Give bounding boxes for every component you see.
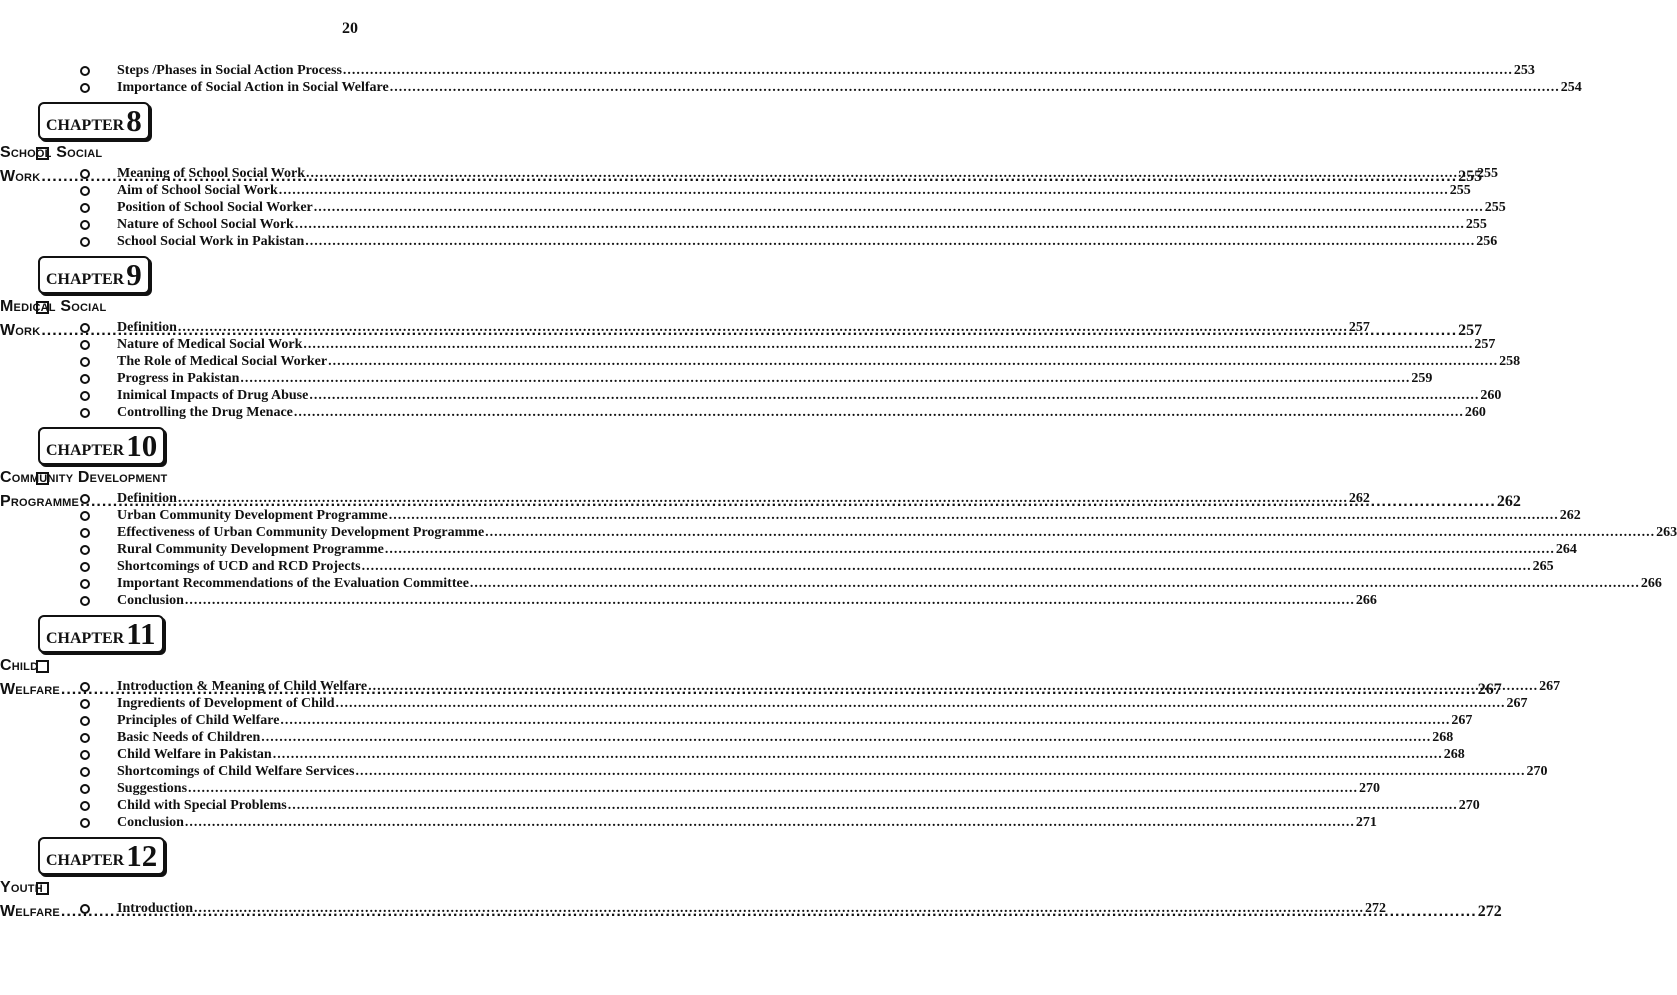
- dot-leader: [193, 900, 1365, 917]
- chapter-9-badge-row: [0, 250, 700, 295]
- entry-title: Introduction & Meaning of Child Welfare: [117, 679, 368, 694]
- toc-entry[interactable]: [0, 763, 1548, 780]
- chapter-number: 10: [126, 428, 158, 463]
- entry-page: 263: [1656, 525, 1677, 540]
- circle-bullet-icon: [80, 699, 90, 709]
- circle-bullet-icon: [80, 716, 90, 726]
- entry-page: 266: [1355, 593, 1377, 608]
- circle-bullet-icon: [80, 237, 90, 247]
- toc-entry[interactable]: [0, 592, 1377, 609]
- entry-title: Child with Special Problems: [117, 798, 287, 813]
- chapter-number: 12: [126, 838, 158, 873]
- toc-entry[interactable]: [0, 797, 1480, 814]
- chapter-page: 262: [1496, 493, 1521, 510]
- entry-page: 254: [1560, 80, 1582, 95]
- entry-title: Effectiveness of Urban Community Development Programme: [117, 525, 485, 540]
- toc-entry[interactable]: [0, 62, 1535, 79]
- toc-entry[interactable]: [0, 370, 1433, 387]
- entry-title: Aim of School Social Work: [117, 183, 278, 198]
- chapter-badge: [38, 615, 164, 653]
- chapter-title: Medical Social Work: [0, 298, 107, 339]
- toc-entry[interactable]: [0, 79, 1582, 96]
- circle-bullet-icon: [80, 750, 90, 760]
- entry-page: 267: [1451, 713, 1473, 728]
- entry-page: 260: [1480, 388, 1502, 403]
- entry-title: Position of School Social Worker: [117, 200, 313, 215]
- circle-bullet-icon: [80, 494, 90, 504]
- dot-leader: [239, 370, 1411, 387]
- circle-bullet-icon: [80, 357, 90, 367]
- chapter-label: CHAPTER: [46, 852, 125, 869]
- dot-leader: [308, 387, 1480, 404]
- entry-page: 265: [1532, 559, 1554, 574]
- toc-entry[interactable]: [0, 490, 1370, 507]
- chapter-number: 11: [126, 616, 156, 651]
- chapter-title: Community Development Programme: [0, 469, 168, 510]
- chapter-label: CHAPTER: [46, 117, 125, 134]
- dot-leader: [335, 695, 1507, 712]
- dot-leader: [327, 353, 1499, 370]
- circle-bullet-icon: [80, 203, 90, 213]
- entry-page: 267: [1539, 679, 1561, 694]
- entry-page: 271: [1355, 815, 1377, 830]
- toc-entry[interactable]: [0, 575, 1662, 592]
- chapter-label: CHAPTER: [46, 630, 125, 647]
- chapter-10-badge-row: [0, 421, 700, 466]
- table-of-contents: [0, 62, 1677, 920]
- entry-title: Shortcomings of Child Welfare Services: [117, 764, 355, 779]
- entry-page: 264: [1555, 542, 1577, 557]
- circle-bullet-icon: [80, 818, 90, 828]
- toc-entry[interactable]: [0, 199, 1506, 216]
- entry-page: 272: [1364, 901, 1386, 916]
- circle-bullet-icon: [80, 340, 90, 350]
- dot-leader: [293, 404, 1465, 421]
- square-bullet-icon: [36, 301, 49, 314]
- entry-page: 253: [1513, 63, 1535, 78]
- dot-leader: [302, 336, 1474, 353]
- entry-title: Suggestions: [117, 781, 188, 796]
- chapter-page: 255: [1458, 168, 1483, 185]
- circle-bullet-icon: [80, 83, 90, 93]
- toc-entry[interactable]: [0, 678, 1561, 695]
- dot-leader: [384, 541, 1556, 558]
- circle-bullet-icon: [80, 528, 90, 538]
- toc-entry[interactable]: [0, 541, 1577, 558]
- entry-page: 266: [1640, 576, 1662, 591]
- dot-leader: [278, 182, 1450, 199]
- circle-bullet-icon: [80, 733, 90, 743]
- circle-bullet-icon: [80, 374, 90, 384]
- entry-page: 270: [1359, 781, 1381, 796]
- circle-bullet-icon: [80, 511, 90, 521]
- toc-entry[interactable]: [0, 319, 1370, 336]
- entry-title: Introduction: [117, 901, 193, 916]
- circle-bullet-icon: [80, 408, 90, 418]
- toc-entry[interactable]: [0, 165, 1498, 182]
- toc-entry[interactable]: [0, 353, 1521, 370]
- circle-bullet-icon: [80, 169, 90, 179]
- chapter-number: 9: [126, 257, 142, 292]
- dot-leader: [469, 575, 1641, 592]
- chapter-12-badge-row: [0, 831, 700, 876]
- circle-bullet-icon: [80, 579, 90, 589]
- entry-title: Nature of School Social Work: [117, 217, 294, 232]
- entry-page: 268: [1432, 730, 1454, 745]
- circle-bullet-icon: [80, 220, 90, 230]
- entry-title: Inimical Impacts of Drug Abuse: [117, 388, 309, 403]
- entry-page: 262: [1348, 491, 1370, 506]
- toc-entry[interactable]: [0, 712, 1473, 729]
- toc-entry[interactable]: [0, 814, 1377, 831]
- dot-leader: [361, 558, 1533, 575]
- toc-entry[interactable]: [0, 780, 1381, 797]
- dot-leader: [279, 712, 1451, 729]
- entry-title: Principles of Child Welfare: [117, 713, 280, 728]
- circle-bullet-icon: [80, 784, 90, 794]
- dot-leader: [342, 62, 1514, 79]
- entry-title: Ingredients of Development of Child: [117, 696, 335, 711]
- square-bullet-icon: [36, 472, 49, 485]
- entry-title: Controlling the Drug Menace: [117, 405, 293, 420]
- circle-bullet-icon: [80, 682, 90, 692]
- chapter-badge: [38, 427, 165, 465]
- circle-bullet-icon: [80, 323, 90, 333]
- entry-title: Child Welfare in Pakistan: [117, 747, 272, 762]
- entry-page: 257: [1474, 337, 1496, 352]
- dot-leader: [354, 763, 1526, 780]
- toc-entry[interactable]: [0, 216, 1487, 233]
- toc-entry[interactable]: [0, 524, 1677, 541]
- entry-page: 255: [1449, 183, 1471, 198]
- circle-bullet-icon: [80, 767, 90, 777]
- entry-title: Definition: [117, 320, 177, 335]
- entry-title: Conclusion: [117, 593, 184, 608]
- dot-leader: [484, 524, 1656, 541]
- entry-title: Importance of Social Action in Social Welfare: [117, 80, 389, 95]
- entry-title: Important Recommendations of the Evaluation Committee: [117, 576, 469, 591]
- toc-entry[interactable]: [0, 387, 1502, 404]
- entry-page: 270: [1458, 798, 1480, 813]
- entry-page: 268: [1443, 747, 1465, 762]
- entry-page: 270: [1526, 764, 1548, 779]
- dot-leader: [304, 233, 1476, 250]
- page-number: 20: [342, 20, 358, 37]
- entry-title: Conclusion: [117, 815, 184, 830]
- dot-leader: [287, 797, 1459, 814]
- circle-bullet-icon: [80, 562, 90, 572]
- entry-title: Steps /Phases in Social Action Process: [117, 63, 342, 78]
- chapter-badge: [38, 102, 150, 140]
- toc-entry[interactable]: [0, 729, 1454, 746]
- toc-entry[interactable]: [0, 900, 1386, 917]
- chapter-11-badge-row: [0, 609, 700, 654]
- circle-bullet-icon: [80, 904, 90, 914]
- dot-leader: [272, 746, 1444, 763]
- entry-page: 255: [1476, 166, 1498, 181]
- toc-entry[interactable]: [0, 746, 1465, 763]
- circle-bullet-icon: [80, 186, 90, 196]
- chapter-page: 267: [1477, 681, 1502, 698]
- dot-leader: [294, 216, 1466, 233]
- entry-page: 255: [1465, 217, 1487, 232]
- chapter-8-badge-row: [0, 96, 700, 141]
- chapter-badge: [38, 256, 150, 294]
- circle-bullet-icon: [80, 545, 90, 555]
- chapter-title: School Social Work: [0, 144, 103, 185]
- chapter-page: 272: [1477, 903, 1502, 920]
- chapter-number: 8: [126, 103, 142, 138]
- dot-leader: [367, 678, 1539, 695]
- dot-leader: [389, 79, 1561, 96]
- chapter-label: CHAPTER: [46, 442, 125, 459]
- dot-leader: [184, 592, 1356, 609]
- dot-leader: [184, 814, 1356, 831]
- entry-page: 262: [1559, 508, 1581, 523]
- toc-entry[interactable]: [0, 695, 1528, 712]
- chapter-page: 257: [1458, 322, 1483, 339]
- entry-title: Basic Needs of Children: [117, 730, 261, 745]
- entry-page: 256: [1476, 234, 1498, 249]
- entry-page: 259: [1411, 371, 1433, 386]
- square-bullet-icon: [36, 882, 49, 895]
- dot-leader: [313, 199, 1485, 216]
- entry-title: Nature of Medical Social Work: [117, 337, 303, 352]
- square-bullet-icon: [36, 660, 49, 673]
- chapter-title: Youth Welfare: [0, 879, 60, 920]
- entry-title: The Role of Medical Social Worker: [117, 354, 328, 369]
- toc-entry[interactable]: [0, 233, 1498, 250]
- entry-title: Shortcomings of UCD and RCD Projects: [117, 559, 361, 574]
- circle-bullet-icon: [80, 66, 90, 76]
- chapter-label: CHAPTER: [46, 271, 125, 288]
- circle-bullet-icon: [80, 596, 90, 606]
- entry-page: 257: [1348, 320, 1370, 335]
- entry-page: 267: [1506, 696, 1528, 711]
- chapter-badge: [38, 837, 165, 875]
- dot-leader: [187, 780, 1359, 797]
- toc-entry[interactable]: [0, 507, 1581, 524]
- entry-title: School Social Work in Pakistan: [117, 234, 305, 249]
- entry-page: 258: [1499, 354, 1521, 369]
- toc-entry[interactable]: [0, 182, 1471, 199]
- dot-leader: [177, 319, 1349, 336]
- entry-title: Urban Community Development Programme: [117, 508, 388, 523]
- toc-entry[interactable]: [0, 336, 1496, 353]
- entry-page: 255: [1484, 200, 1506, 215]
- circle-bullet-icon: [80, 391, 90, 401]
- dot-leader: [260, 729, 1432, 746]
- toc-entry[interactable]: [0, 404, 1486, 421]
- dot-leader: [388, 507, 1560, 524]
- entry-title: Rural Community Development Programme: [117, 542, 384, 557]
- entry-title: Progress in Pakistan: [117, 371, 240, 386]
- dot-leader: [177, 490, 1349, 507]
- entry-title: Meaning of School Social Work: [117, 166, 305, 181]
- toc-entry[interactable]: [0, 558, 1554, 575]
- square-bullet-icon: [36, 147, 49, 160]
- entry-page: 260: [1464, 405, 1486, 420]
- dot-leader: [305, 165, 1477, 182]
- entry-title: Definition: [117, 491, 177, 506]
- circle-bullet-icon: [80, 801, 90, 811]
- chapter-title: Child Welfare: [0, 657, 60, 698]
